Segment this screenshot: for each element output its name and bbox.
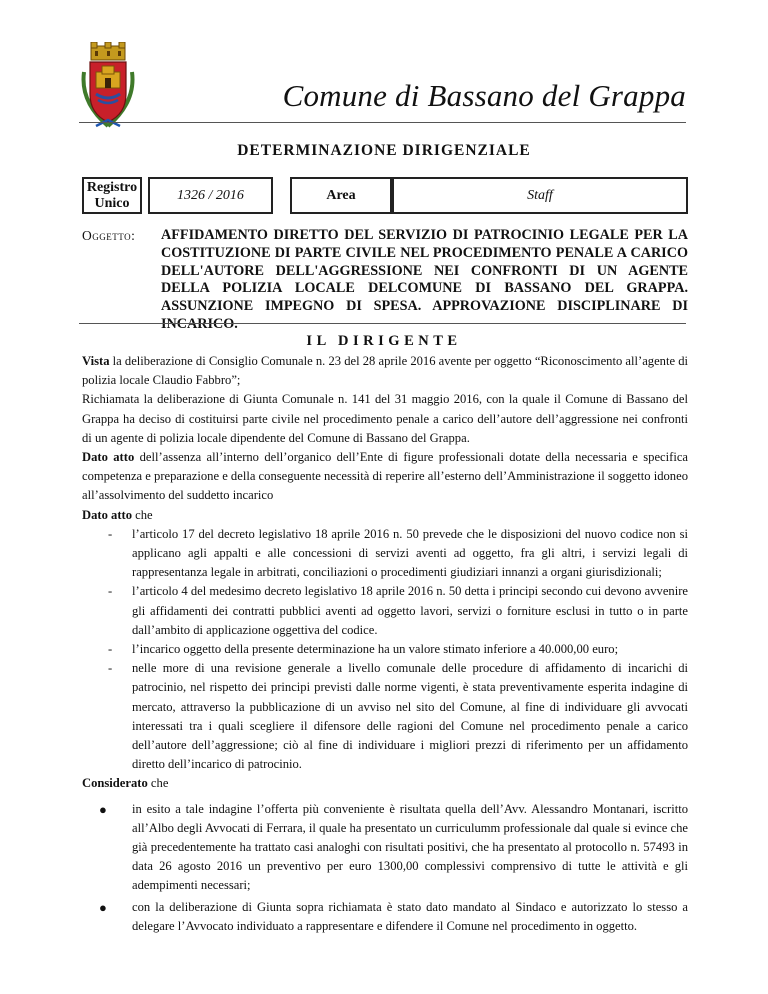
list-item: - nelle more di una revisione generale a livello comunale delle procedure di affidamento di incarichi di patrocinio, nel rispetto dei principi previsti dalle norme vigenti, è stata preventivamente esperita indagine di mercato, attraverso la pubblicazione di un avviso nel sito del Comune, al fine di individuare gli avvocati interessati tra i quali scegliere il difensore delle ragioni del Comune nel procedimento penale a carico dell’autore dell’aggressione; ciò al fine di individuare i migliori prezzi di riferimento per un affidamento diretto dell’incarico di patrocinio. xyxy=(108,661,688,772)
subject-divider xyxy=(79,323,686,324)
registry-label xyxy=(82,177,142,214)
subject-text: AFFIDAMENTO DIRETTO DEL SERVIZIO DI PATROCINIO LEGALE PER LA COSTITUZIONE DI PARTE CIVILE NEL PROCEDIMENTO PENALE A CARICO DELL'AUTORE DELL'AGGRESSIONE NEI CONFRONTI DI UN AGENTE DELLA POLIZIA LOCALE DELCOMUNE DI BASSANO DEL GRAPPA. ASSUNZIONE IMPEGNO DI SPESA. APPROVAZIONE DISCIPLINARE DI INCARICO. xyxy=(161,227,688,332)
bullet-list xyxy=(82,800,688,936)
area-value: Staff xyxy=(392,177,688,214)
paragraph-vista xyxy=(82,352,688,390)
paragraph-dato-atto-1 xyxy=(82,448,688,506)
list-item-text: con la deliberazione di Giunta sopra richiamata è stato dato mandato al Sindaco e autorizzato lo stesso a delegare l’Avvocato individuato a rappresentare e difendere il Comune nel procedimento in oggetto. xyxy=(132,899,688,933)
registry-value: 1326 / 2016 xyxy=(148,177,273,214)
paragraph-lead: Dato atto xyxy=(82,450,135,465)
paragraph-text: che xyxy=(132,507,153,522)
bullet-icon: ● xyxy=(99,899,107,915)
paragraph-dato-atto-2 xyxy=(82,506,688,525)
bullet-icon: ● xyxy=(99,801,107,817)
area-label: Area xyxy=(290,177,392,214)
header-divider xyxy=(79,122,686,123)
list-item xyxy=(82,898,688,936)
document-body xyxy=(82,352,688,938)
paragraph-text: la deliberazione di Consiglio Comunale n. 23 del 28 aprile 2016 avente per oggetto “Riconoscimento all’agente di polizia locale Claudio Fabbro”; xyxy=(82,354,688,388)
list-item-text: in esito a tale indagine l’offerta più conveniente è risultata quella dell’Avv. Alessandro Montanari, iscritto all’Albo degli Avvocati di Ferrara, il quale ha presentato un curriculumm professionale dal quale si evince che già precedentemente ha trattato casi analoghi con risultati positivi, che ha presentato al protocollo n. 57493 in data 26 agosto 2016 un preventivo per euro 1300,00 complessivi comprensivo di tutte le attività e gli adempimenti necessari; xyxy=(132,801,688,893)
paragraph-lead: Dato atto xyxy=(82,507,133,522)
paragraph-text: che xyxy=(147,776,169,791)
paragraph-considerato xyxy=(82,774,688,793)
list-item-text: l’articolo 17 del decreto legislativo 18 aprile 2016 n. 50 prevede che le disposizioni del nuovo codice non si applicano agli appalti e alle concessioni di servizi aventi ad oggetto, fra gli altri, i servizi legali di rappresentanza legale in arbitrati, conciliazioni o procedimenti giudiziari innanzi a organi giurisdizionali; xyxy=(132,526,688,580)
registry-label-text: Registro Unico xyxy=(86,179,138,211)
list-item-text: nelle more di una revisione generale a livello comunale delle procedure di affidamento di incarichi di patrocinio, nel rispetto dei principi previsti dalle norme vigenti, è stata preventivamente esperita indagine di mercato, attraverso la pubblicazione di un avviso nel sito del Comune, al fine di individuare gli avvocati interessati tra i quali scegliere il difensore delle ragioni del Comune nel procedimento penale a carico dell’autore dell’aggressione; ciò al fine di individuare i migliori prezzi di riferimento per un affidamento diretto dell’incarico di patrocinio. xyxy=(132,661,688,772)
document-type: DETERMINAZIONE DIRIGENZIALE xyxy=(237,142,531,159)
list-item-text: l’incarico oggetto della presente determinazione ha un valore stimato inferiore a 40.000,00 euro; xyxy=(132,642,619,657)
dash-list xyxy=(82,525,688,775)
list-item xyxy=(82,800,688,896)
list-item: - l’articolo 17 del decreto legislativo 18 aprile 2016 n. 50 prevede che le disposizioni del nuovo codice non si applicano agli appalti e alle concessioni di servizi aventi ad oggetto, fra gli altri, i servizi legali di rappresentanza legale in arbitrati, conciliazioni o procedimenti giudiziari innanzi a organi giurisdizionali; xyxy=(108,526,688,580)
municipality-name: Comune di Bassano del Grappa xyxy=(282,78,686,113)
section-heading: IL DIRIGENTE xyxy=(306,333,462,349)
subject-label: Oggetto: xyxy=(82,228,136,243)
paragraph-lead: Vista xyxy=(82,354,110,368)
paragraph-text: dell’assenza all’interno dell’organico dell’Ente di figure professionali dotate della necessaria e specifica competenza e preparazione e della conseguente necessità di reperire all’esterno dell’Amministrazione il soggetto idoneo all’assolvimento del suddetto incarico xyxy=(82,450,688,503)
list-item: - l’incarico oggetto della presente determinazione ha un valore stimato inferiore a 40.000,00 euro; xyxy=(108,642,619,657)
coat-of-arms-icon xyxy=(78,42,138,132)
paragraph-lead: Considerato xyxy=(82,776,148,791)
list-item: - l’articolo 4 del medesimo decreto legislativo 18 aprile 2016 n. 50 detta i principi secondo cui devono avvenire gli affidamenti dei contratti pubblici aventi ad oggetto lavori, servizi o forniture esclusi in tutto o in parte dall’ambito di applicazione oggettiva del codice. xyxy=(108,584,688,637)
list-item-text: l’articolo 4 del medesimo decreto legislativo 18 aprile 2016 n. 50 detta i principi secondo cui devono avvenire gli affidamenti dei contratti pubblici aventi ad oggetto lavori, servizi o forniture esclusi in tutto o in parte dall’ambito di applicazione oggettiva del codice. xyxy=(132,584,688,637)
paragraph-richiamata: Richiamata la deliberazione di Giunta Comunale n. 141 del 31 maggio 2016, con la quale il Comune di Bassano del Grappa ha deciso di costituirsi parte civile nel procedimento penale a carico dell’autore dell’aggressione nei confronti di un agente di polizia locale dipendente del Comune di Bassano del Grappa. xyxy=(82,392,688,445)
